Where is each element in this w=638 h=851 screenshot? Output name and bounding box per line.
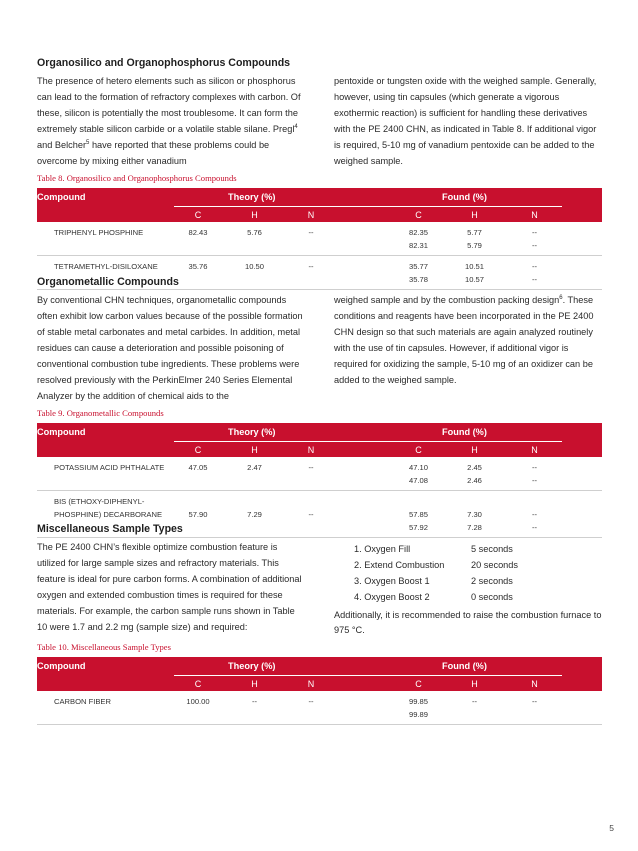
table-row: [37, 691, 602, 725]
found-c-header: C: [395, 207, 442, 223]
paragraph: The presence of hetero elements such as silicon or phosphorus can lead to the formation of refractory complexes with carbon. Of these, silicon is potentially the most troublesome. It can form the extremely stable silicon carbide or a volatile stable silane. Pregl$^4$ and Belcher$^5$ have reported that these problems could be overcome by mixing either vanadium: [37, 76, 301, 166]
table-caption: Table 10. Miscellaneous Sample Types: [37, 642, 171, 652]
section-title: Organometallic Compounds: [37, 276, 179, 288]
page-number: 5: [609, 823, 614, 833]
theory-header: Theory (%): [222, 657, 335, 676]
table-caption: Table 8. Organosilico and Organophosphorus Compounds: [37, 173, 237, 183]
table-9: [37, 423, 602, 538]
theory-value: --: [287, 457, 335, 491]
found-c-header: C: [395, 442, 442, 458]
table-8: [37, 188, 602, 290]
theory-value: 100.00: [174, 691, 222, 725]
theory-c-header: C: [174, 442, 222, 458]
theory-header: Theory (%): [222, 188, 335, 207]
found-value: 82.35 82.31: [395, 222, 442, 256]
found-value: 35.77 35.78: [395, 256, 442, 290]
found-h-header: H: [442, 442, 507, 458]
theory-h-header: H: [222, 442, 287, 458]
right-column: [334, 73, 602, 169]
theory-value: --: [287, 691, 335, 725]
data-table: [37, 188, 602, 290]
theory-c-header: C: [174, 207, 222, 223]
theory-value: --: [287, 222, 335, 256]
theory-value: 47.05: [174, 457, 222, 491]
list-item: [354, 573, 602, 589]
theory-n-header: N: [287, 442, 335, 458]
step-name: 2. Extend Combustion: [354, 560, 445, 570]
step-name: 3. Oxygen Boost 1: [354, 576, 430, 586]
paragraph: By conventional CHN techniques, organometallic compounds often exhibit low carbon values because of the possible formation of stable metal carbonates and metal carbides. In addition, metal residues can cause a deterioration and possible poisoning of conventional combustion tube ingredients. These problems were resolved previously with the PerkinElmer 240 Series Elemental Analyzer by the addition of chemical aids to the: [37, 295, 303, 401]
found-value: --: [507, 691, 562, 725]
data-table: [37, 423, 602, 538]
paragraph: The PE 2400 CHN’s flexible optimize combustion feature is utilized for large sample sizes and refractory materials. This feature is ideal for pure carbon forms. A combination of additional oxygen and extended combustion times is required for these materials. For example, the carbon sample runs shown in Table 10 were 1.7 and 2.2 mg (sample size) and required:: [37, 542, 302, 632]
compound-name: TRIPHENYL PHOSPHINE: [37, 222, 174, 256]
theory-value: --: [222, 691, 287, 725]
found-value: --: [442, 691, 507, 725]
compound-name: CARBON FIBER: [37, 691, 174, 725]
right-column: [334, 539, 602, 638]
found-value: 2.45 2.46: [442, 457, 507, 491]
found-value: 99.85 99.89: [395, 691, 442, 725]
found-value: 10.51 10.57: [442, 256, 507, 290]
footnote-ref[interactable]: 4: [294, 123, 298, 130]
theory-value: 57.90: [174, 491, 222, 538]
theory-value: 7.29: [222, 491, 287, 538]
table-row: [37, 222, 602, 256]
found-value: 47.10 47.08: [395, 457, 442, 491]
paragraph: Additionally, it is recommended to raise the combustion furnace to 975 °C.: [334, 610, 602, 635]
list-item: [354, 589, 602, 605]
found-value: 5.77 5.79: [442, 222, 507, 256]
step-time: 20 seconds: [471, 560, 518, 570]
found-n-header: N: [507, 676, 562, 692]
table-row: [37, 457, 602, 491]
found-value: -- --: [507, 256, 562, 290]
found-value: 7.30 7.28: [442, 491, 507, 538]
step-time: 0 seconds: [471, 592, 513, 602]
theory-n-header: N: [287, 207, 335, 223]
step-name: 4. Oxygen Boost 2: [354, 592, 430, 602]
compound-name: POTASSIUM ACID PHTHALATE: [37, 457, 174, 491]
section-organosilico: [37, 57, 602, 290]
found-header: Found (%): [442, 423, 562, 442]
theory-value: --: [287, 491, 335, 538]
footnote-ref[interactable]: 6: [559, 294, 563, 301]
paragraph: weighed sample and by the combustion packing design$^6$. These conditions and reagents have been incorporated in the PE 2400 CHN design so that such materials are again analyzed routinely with the use of tin capsules. However, if additional vigor is required for oxidizing the sample, 5-10 mg of an oxidizer can be added to the weighed sample.: [334, 294, 594, 385]
theory-header: Theory (%): [222, 423, 335, 442]
right-column: [334, 292, 602, 404]
theory-h-header: H: [222, 207, 287, 223]
theory-value: 10.50: [222, 256, 287, 290]
table-caption: Table 9. Organometallic Compounds: [37, 408, 164, 418]
theory-c-header: C: [174, 676, 222, 692]
left-column: [37, 73, 305, 169]
found-c-header: C: [395, 676, 442, 692]
found-value: -- --: [507, 222, 562, 256]
data-table: [37, 657, 602, 725]
theory-value: --: [287, 256, 335, 290]
step-name: 1. Oxygen Fill: [354, 544, 411, 554]
found-n-header: N: [507, 207, 562, 223]
found-value: -- --: [507, 491, 562, 538]
table-10: [37, 657, 602, 725]
theory-n-header: N: [287, 676, 335, 692]
theory-h-header: H: [222, 676, 287, 692]
section-title: Organosilico and Organophosphorus Compounds: [37, 57, 291, 69]
compound-header: Compound: [37, 423, 174, 442]
theory-value: 5.76: [222, 222, 287, 256]
found-h-header: H: [442, 207, 507, 223]
found-n-header: N: [507, 442, 562, 458]
found-value: -- --: [507, 457, 562, 491]
compound-name: TETRAMETHYL-DISILOXANE: [37, 256, 174, 290]
found-value: 57.85 57.92: [395, 491, 442, 538]
list-item: [354, 541, 602, 557]
section-title: Miscellaneous Sample Types: [37, 523, 183, 535]
footnote-ref[interactable]: 5: [86, 139, 90, 146]
found-header: Found (%): [442, 657, 562, 676]
theory-value: 2.47: [222, 457, 287, 491]
left-column: [37, 539, 305, 638]
theory-value: 82.43: [174, 222, 222, 256]
section-miscellaneous: [37, 523, 602, 725]
list-item: [354, 557, 602, 573]
found-header: Found (%): [442, 188, 562, 207]
paragraph: pentoxide or tungsten oxide with the weighed sample. Generally, however, using tin capsules (which generate a vigorous exothermic reaction) is sufficient for handling these derivatives with the PE 2400 CHN, as indicated in Table 8. If additional vigor is required, 5-10 mg of vanadium pentoxide can be added to the weighed sample.: [334, 76, 597, 166]
combustion-steps-list: [354, 541, 602, 605]
compound-header: Compound: [37, 657, 174, 676]
compound-header: Compound: [37, 188, 174, 207]
found-h-header: H: [442, 676, 507, 692]
theory-value: 35.76: [174, 256, 222, 290]
left-column: [37, 292, 305, 404]
step-time: 2 seconds: [471, 576, 513, 586]
step-time: 5 seconds: [471, 544, 513, 554]
compound-name: BIS (ETHOXY-DIPHENYL- PHOSPHINE) DECARBORANE: [37, 491, 174, 538]
section-organometallic: [37, 276, 602, 538]
